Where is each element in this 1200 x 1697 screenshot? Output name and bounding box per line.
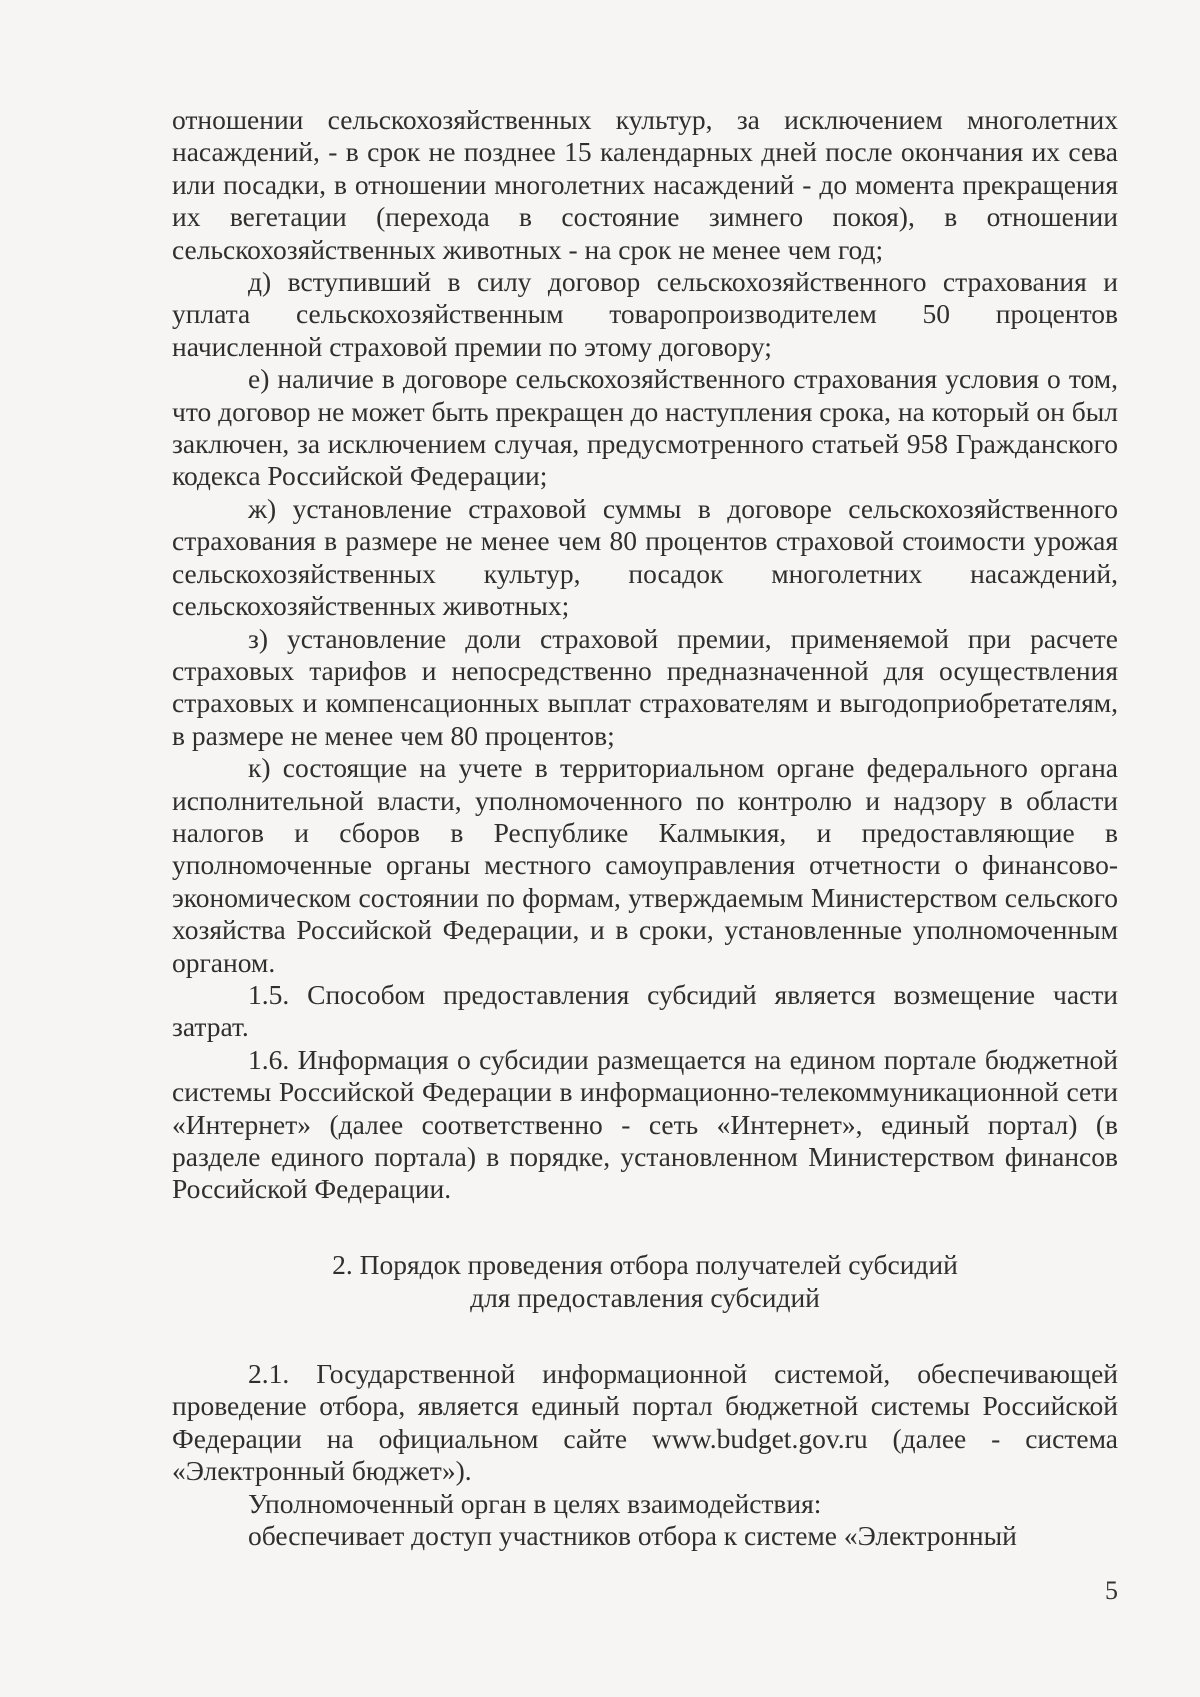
paragraph: к) состоящие на учете в территориальном органе федерального органа исполнительной власти, уполномоченного по контролю и надзору в области налогов и сборов в Республике Калмыкия, и предоставляющие в уполномоченные органы местного самоуправления отчетности о финансово-экономическом состоянии по формам, утверждаемым Министерством сельского хозяйства Российской Федерации, и в сроки, установленные уполномоченным органом. [172,752,1118,978]
text-block-2 [172,1358,1118,1552]
paragraph: отношении сельскохозяйственных культур, за исключением многолетних насаждений, - в срок не позднее 15 календарных дней после окончания их сева или посадки, в отношении многолетних насаждений - до момента прекращения их вегетации (перехода в состояние зимнего покоя), в отношении сельскохозяйственных животных - на срок не менее чем год; [172,104,1118,265]
section-heading [172,1248,1118,1314]
paragraph: Уполномоченный орган в целях взаимодействия: [248,1487,822,1519]
page-number: 5 [1105,1576,1118,1605]
paragraph: е) наличие в договоре сельскохозяйственного страхования условия о том, что договор не может быть прекращен до наступления срока, на который он был заключен, за исключением случая, предусмотренного статьей 958 Гражданского кодекса Российской Федерации; [172,363,1118,492]
paragraph: 1.6. Информация о субсидии размещается на едином портале бюджетной системы Российской Федерации в информационно-телекоммуникационной сети «Интернет» (далее соответственно - сеть «Интернет», единый портал) (в разделе единого портала) в порядке, установленном Министерством финансов Российской Федерации. [172,1043,1118,1205]
paragraph: ж) установление страховой суммы в договоре сельскохозяйственного страхования в размере не менее чем 80 процентов страховой стоимости урожая сельскохозяйственных культур, посадок многолетних насаждений, сельскохозяйственных животных; [172,492,1118,622]
text-block-1 [172,104,1118,1206]
paragraph: д) вступивший в силу договор сельскохозяйственного страхования и уплата сельскохозяйственным товаропроизводителем 50 процентов начисленной страховой премии по этому договору; [172,266,1118,362]
section-heading-line: для предоставления субсидий [470,1282,820,1313]
paragraph: 2.1. Государственной информационной системой, обеспечивающей проведение отбора, является единый портал бюджетной системы Российской Федерации на официальном сайте www.budget.gov.ru (далее - система «Электронный бюджет»). [172,1358,1118,1487]
section-heading-line: 2. Порядок проведения отбора получателей субсидий [332,1249,958,1280]
paragraph: обеспечивает доступ участников отбора к системе «Электронный [248,1520,1017,1552]
paragraph: 1.5. Способом предоставления субсидий является возмещение части затрат. [172,978,1118,1043]
paragraph: з) установление доли страховой премии, применяемой при расчете страховых тарифов и непосредственно предназначенной для осуществления страховых и компенсационных выплат страхователям и выгодоприобретателям, в размере не менее чем 80 процентов; [172,622,1118,751]
